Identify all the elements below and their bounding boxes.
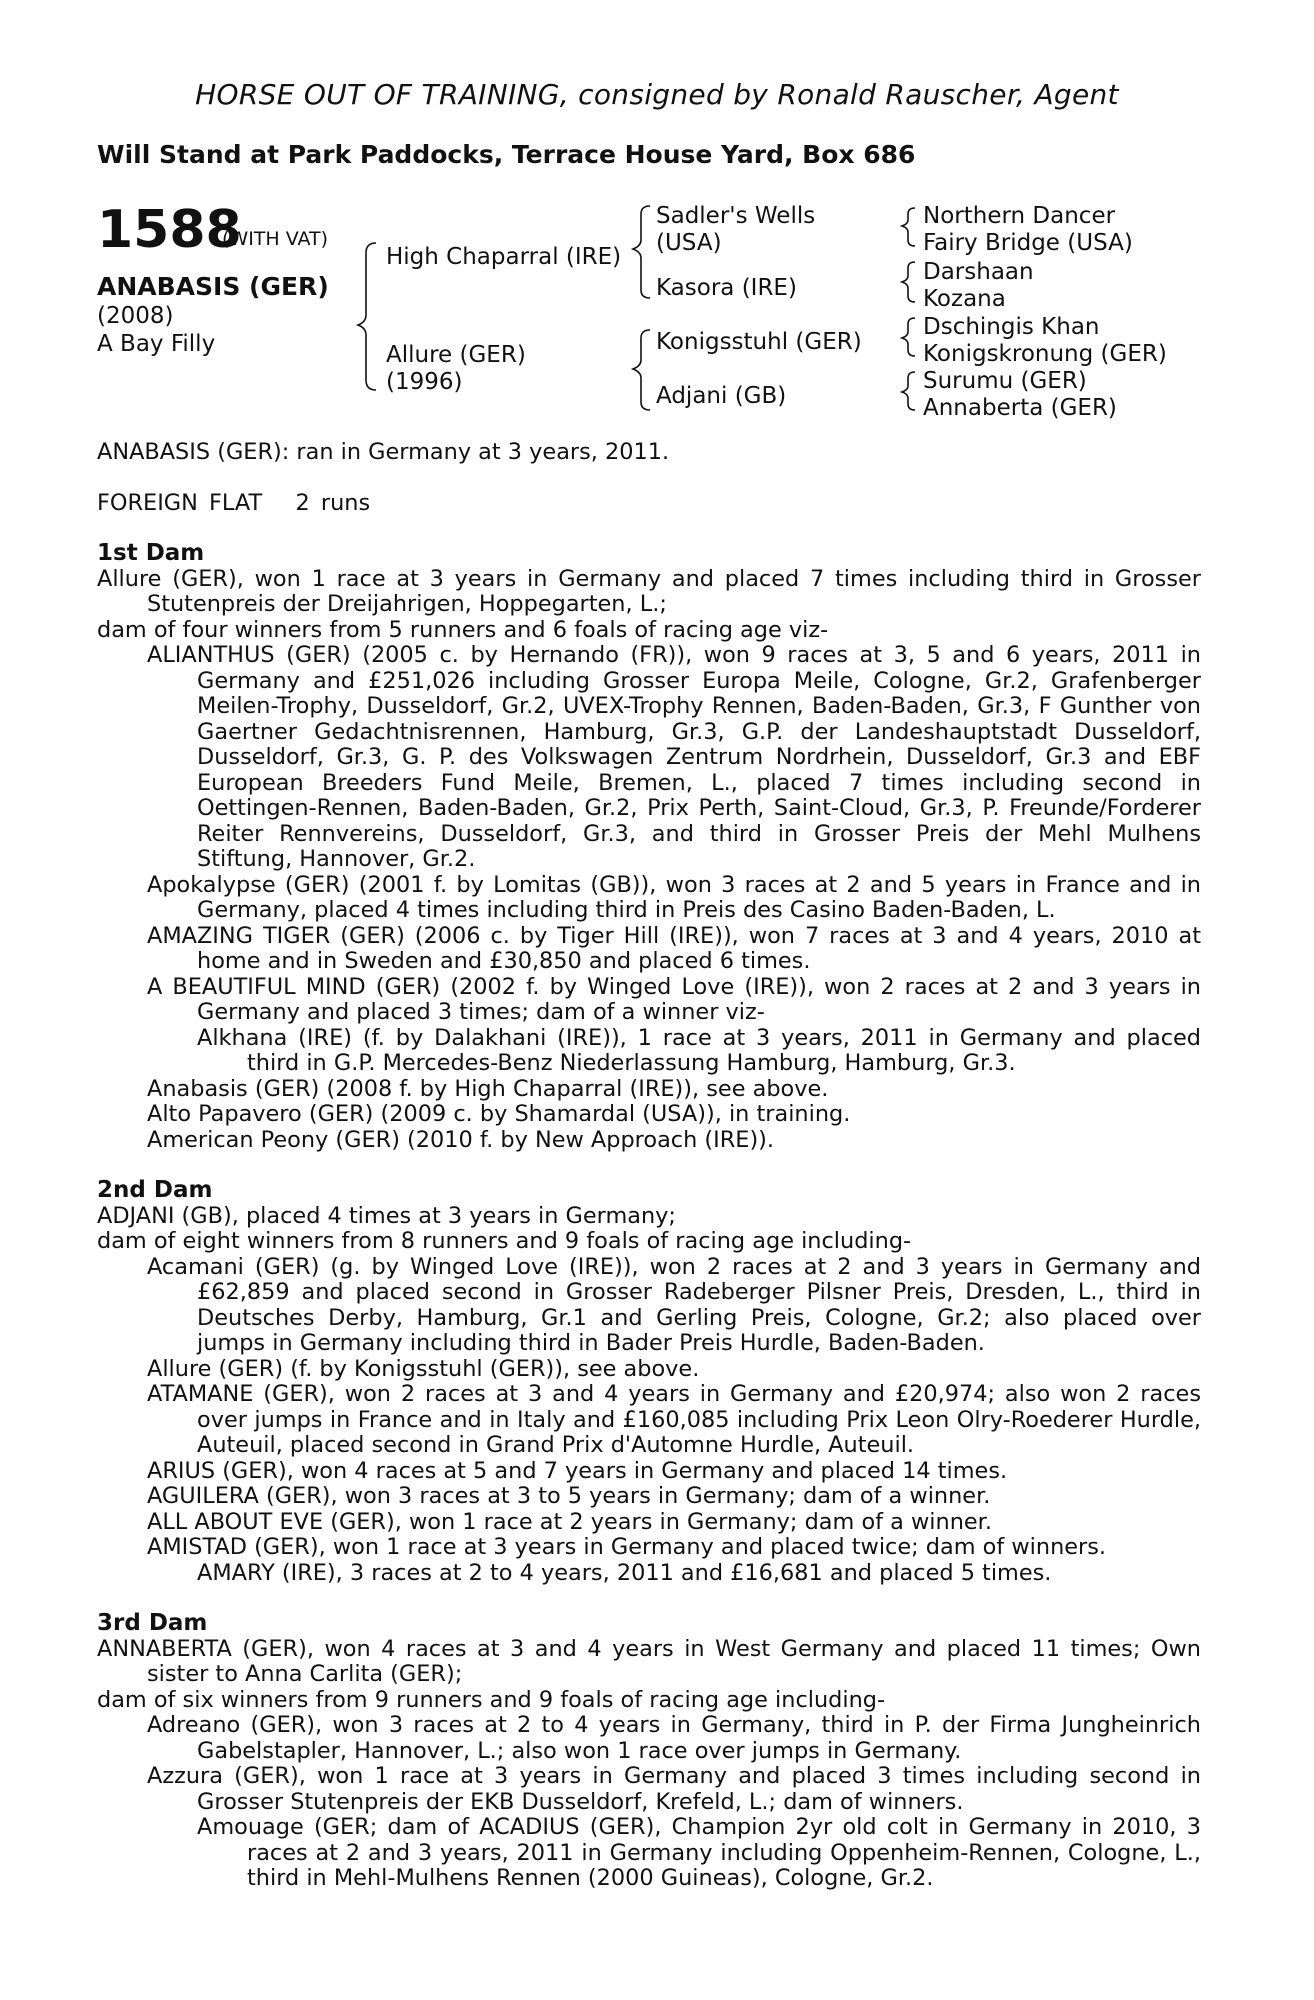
pedigree-g1: Northern Dancer xyxy=(923,203,1116,229)
page-header: HORSE OUT OF TRAINING, consigned by Ronald Rauscher, Agent xyxy=(195,78,1119,111)
lot-number: 1588 xyxy=(97,200,242,260)
first-dam-p5: AMAZING TIGER (GER) (2006 c. by Tiger Hill (IRE)), won 7 races at 3 and 4 years, 2010 at home and in Sweden and £30,850 and placed 6 times. xyxy=(147,922,1201,974)
third-dam-p2: dam of six winners from 9 runners and 9 foals of racing age including- xyxy=(97,1686,886,1713)
pedigree-dam-sire: Konigsstuhl (GER) xyxy=(656,329,862,355)
pedigree-sire-dam: Kasora (IRE) xyxy=(656,275,797,301)
second-dam-p1: ADJANI (GB), placed 4 times at 3 years in Germany; xyxy=(97,1202,676,1229)
brace-g1 xyxy=(902,208,915,246)
second-dam-p9: AMISTAD (GER), won 1 race at 3 years in Germany and placed twice; dam of winners. xyxy=(147,1534,1107,1560)
pedigree-g4: Kozana xyxy=(923,286,1006,312)
third-dam-p4: Azzura (GER), won 1 race at 3 years in Germany and placed 3 times including second in Grosser Stutenpreis der EKB Dusseldorf, Krefeld, L.; dam of winners. xyxy=(147,1763,1201,1815)
pedigree-sire-sire: Sadler's Wells xyxy=(656,203,816,229)
pedigree-dam-year: (1996) xyxy=(386,369,463,395)
foreign-flat-runs: 2 runs xyxy=(295,489,371,516)
second-dam-p5: ATAMANE (GER), won 2 races at 3 and 4 years in Germany and £20,974; also won 2 races over jumps in France and in Italy and £160,085 including Prix Leon Olry-Roederer Hurdle, Auteuil, placed second in Grand Prix d'Automne Hurdle, Auteuil. xyxy=(147,1381,1201,1458)
first-dam-p4: Apokalypse (GER) (2001 f. by Lomitas (GB)), won 3 races at 2 and 5 years in France and in Germany, placed 4 times including third in Preis des Casino Baden-Baden, L. xyxy=(147,871,1201,923)
stand-location: Will Stand at Park Paddocks, Terrace House Yard, Box 686 xyxy=(97,140,916,169)
brace-g3 xyxy=(902,318,915,356)
pedigree-dam-dam: Adjani (GB) xyxy=(656,383,787,409)
first-dam-p1: Allure (GER), won 1 race at 3 years in Germany and placed 7 times including third in Grosser Stutenpreis der Dreijahrigen, Hoppegarten, L.; xyxy=(97,565,1201,617)
second-dam-p3: Acamani (GER) (g. by Winged Love (IRE)), won 2 races at 2 and 3 years in Germany and £62,859 and placed second in Grosser Radeberger Pilsner Preis, Dresden, L., third in Deutsches Derby, Hamburg, Gr.1 and Gerling Preis, Cologne, Gr.2; also placed over jumps in Germany including third in Bader Preis Hurdle, Baden-Baden. xyxy=(147,1253,1201,1356)
first-dam-p8: Anabasis (GER) (2008 f. by High Chaparral (IRE)), see above. xyxy=(147,1075,829,1102)
first-dam-p10: American Peony (GER) (2010 f. by New Approach (IRE)). xyxy=(147,1126,775,1153)
first-dam-p3: ALIANTHUS (GER) (2005 c. by Hernando (FR)), won 9 races at 3, 5 and 6 years, 2011 in Germany and £251,026 including Grosser Europa Meile, Cologne, Gr.2, Grafenberger Meilen-Trophy, Dusseldorf, Gr.2, UVEX-Trophy Rennen, Baden-Baden, Gr.3, F Gunther von Gaertner Gedachtnisrennen, Hamburg, Gr.3, G.P. der Landeshauptstadt Dusseldorf, Dusseldorf, Gr.3, G. P. des Volkswagen Zentrum Nordrhein, Dusseldorf, Gr.3 and EBF European Breeders Fund Meile, Bremen, L., placed 7 times including second in Oettingen-Rennen, Baden-Baden, Gr.2, Prix Perth, Saint-Cloud, Gr.3, P. Freunde/Forderer Reiter Rennvereins, Dusseldorf, Gr.3, and third in Grosser Preis der Mehl Mulhens Stiftung, Hannover, Gr.2. xyxy=(147,642,1201,872)
third-dam-p5: Amouage (GER; dam of ACADIUS (GER), Champion 2yr old colt in Germany in 2010, 3 races at 2 and 3 years, 2011 in Germany including Oppenheim-Rennen, Cologne, L., third in Mehl-Mulhens Rennen (2000 Guineas), Cologne, Gr.2. xyxy=(197,1814,1201,1891)
vat-note: (WITH VAT) xyxy=(222,228,329,250)
foreign-flat-record xyxy=(97,491,1201,517)
foreign-flat-label: FOREIGN FLAT xyxy=(97,489,263,516)
first-dam-p9: Alto Papavero (GER) (2009 c. by Shamardal (USA)), in training. xyxy=(147,1101,851,1127)
pedigree-g5: Dschingis Khan xyxy=(923,314,1100,340)
pedigree-sire-sire-origin: (USA) xyxy=(656,230,722,256)
brace-g2 xyxy=(902,262,915,302)
catalogue-body xyxy=(97,440,1201,1892)
pedigree-g3: Darshaan xyxy=(923,259,1034,285)
second-dam-p2: dam of eight winners from 8 runners and 9 foals of racing age including- xyxy=(97,1228,912,1254)
second-dam-p8: ALL ABOUT EVE (GER), won 1 race at 2 years in Germany; dam of a winner. xyxy=(147,1508,992,1535)
second-dam-p4: Allure (GER) (f. by Konigsstuhl (GER)), see above. xyxy=(147,1355,700,1382)
pedigree-g8: Annaberta (GER) xyxy=(923,395,1117,421)
pedigree-g2: Fairy Bridge (USA) xyxy=(923,230,1133,256)
first-dam-p6: A BEAUTIFUL MIND (GER) (2002 f. by Winged Love (IRE)), won 2 races at 2 and 3 years in Germany and placed 3 times; dam of a winner viz- xyxy=(147,973,1201,1025)
race-record-summary: ANABASIS (GER): ran in Germany at 3 years, 2011. xyxy=(97,439,670,465)
pedigree-g7: Surumu (GER) xyxy=(923,368,1087,394)
second-dam-heading: 2nd Dam xyxy=(97,1177,213,1203)
third-dam-p1: ANNABERTA (GER), won 4 races at 3 and 4 years in West Germany and placed 11 times; Own sister to Anna Carlita (GER); xyxy=(97,1635,1201,1687)
horse-year: (2008) xyxy=(97,303,174,329)
second-dam-p7: AGUILERA (GER), won 3 races at 3 to 5 years in Germany; dam of a winner. xyxy=(147,1483,991,1509)
first-dam-p7: Alkhana (IRE) (f. by Dalakhani (IRE)), 1 race at 3 years, 2011 in Germany and placed third in G.P. Mercedes-Benz Niederlassung Hamburg, Hamburg, Gr.3. xyxy=(197,1024,1201,1076)
brace-g4 xyxy=(902,372,915,410)
brace-dam xyxy=(633,330,650,410)
first-dam-p2: dam of four winners from 5 runners and 6 foals of racing age viz- xyxy=(97,616,829,643)
pedigree-dam: Allure (GER) xyxy=(386,342,526,368)
pedigree-sire: High Chaparral (IRE) xyxy=(386,244,622,270)
second-dam-p10: AMARY (IRE), 3 races at 2 to 4 years, 2011 and £16,681 and placed 5 times. xyxy=(197,1559,1052,1586)
horse-name: ANABASIS (GER) xyxy=(97,272,329,301)
brace-main xyxy=(358,243,376,390)
brace-sire xyxy=(633,206,650,298)
third-dam-p3: Adreano (GER), won 3 races at 2 to 4 years in Germany, third in P. der Firma Jungheinrich Gabelstapler, Hannover, L.; also won 1 race over jumps in Germany. xyxy=(147,1712,1201,1764)
third-dam-heading: 3rd Dam xyxy=(97,1610,208,1636)
horse-description: A Bay Filly xyxy=(97,331,216,357)
pedigree-g6: Konigskronung (GER) xyxy=(923,341,1167,367)
first-dam-heading: 1st Dam xyxy=(97,540,205,566)
second-dam-p6: ARIUS (GER), won 4 races at 5 and 7 years in Germany and placed 14 times. xyxy=(147,1457,1008,1484)
